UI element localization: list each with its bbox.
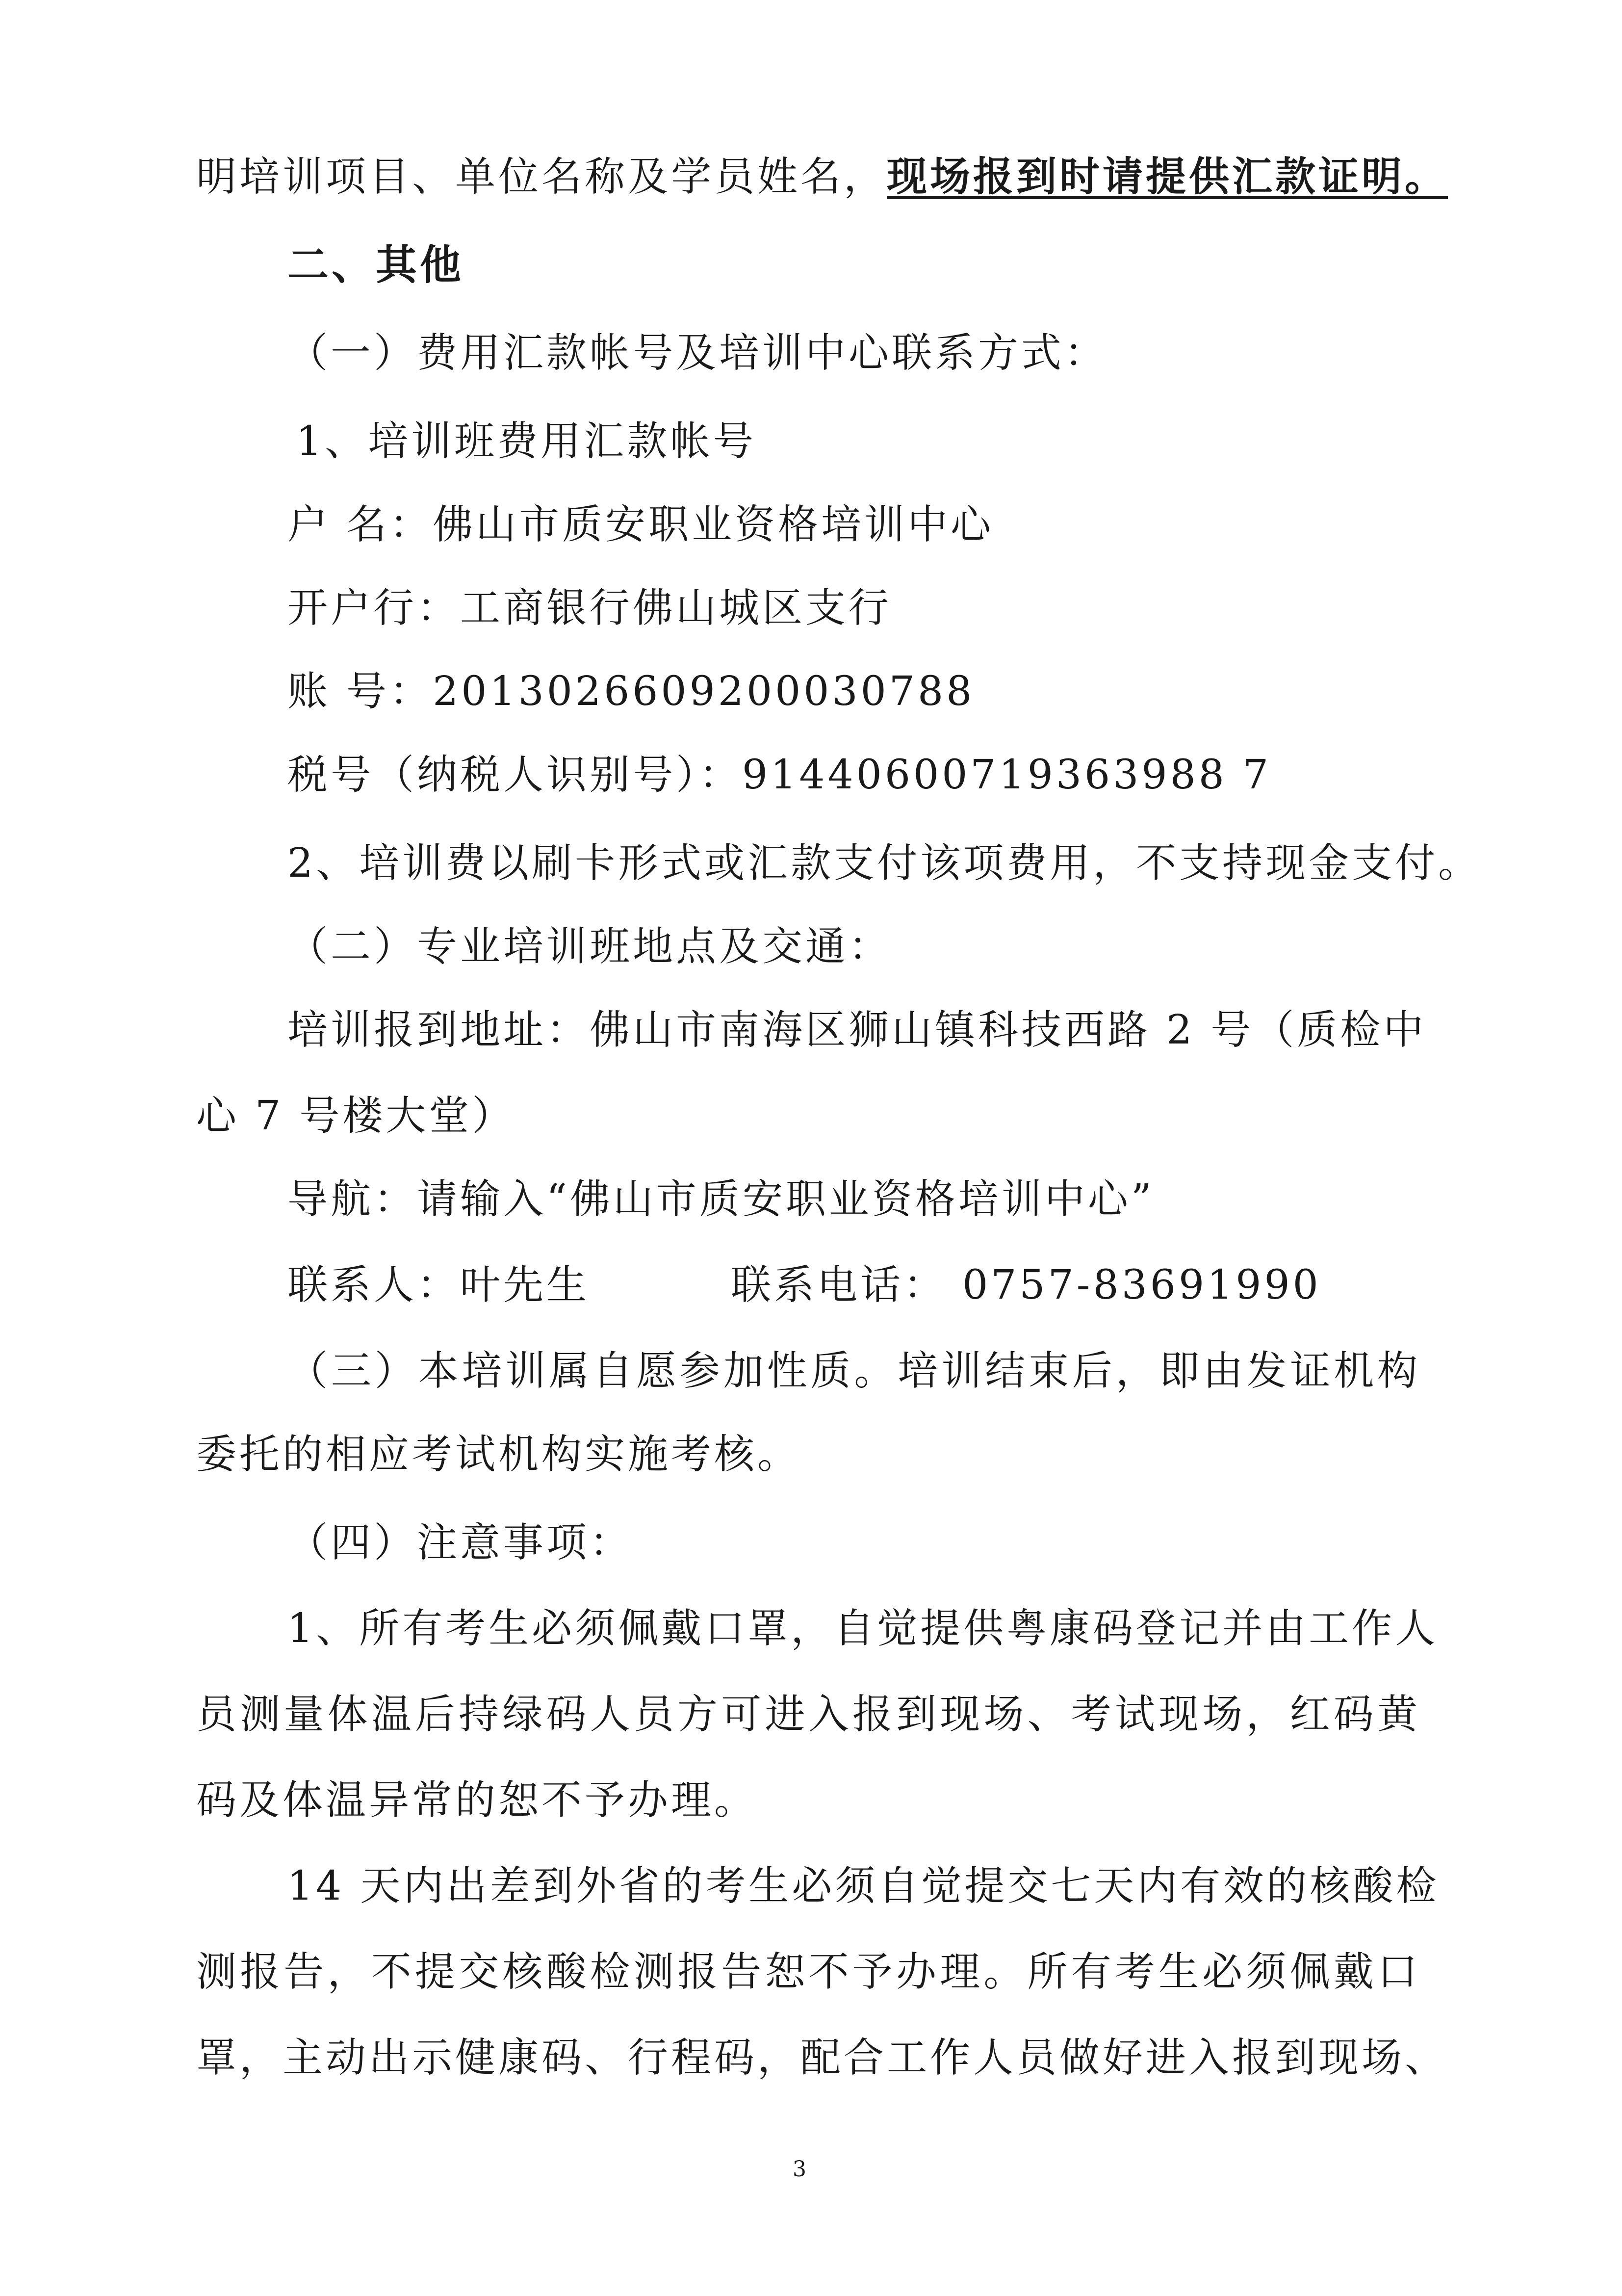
subsection-4-title: （四）注意事项：	[287, 1519, 633, 1566]
item-1-title: 1、培训班费用汇款帐号	[296, 418, 757, 465]
account-name: 户 名：佛山市质安职业资格培训中心	[287, 501, 994, 548]
note-1-line-3: 码及体温异常的恕不予办理。	[196, 1777, 758, 1824]
subsection-3-line-2: 委托的相应考试机构实施考核。	[196, 1431, 801, 1478]
intro-emphasis: 现场报到时请提供汇款证明。	[887, 153, 1448, 200]
address-line-1: 培训报到地址：佛山市南海区狮山镇科技西路 2 号（质检中	[287, 1007, 1427, 1053]
navigation-hint: 导航：请输入“佛山市质安职业资格培训中心”	[287, 1176, 1155, 1223]
note-2-line-3: 罩，主动出示健康码、行程码，配合工作人员做好进入报到现场、	[196, 2035, 1448, 2081]
note-2-line-1: 14 天内出差到外省的考生必须自觉提交七天内有效的核酸检	[287, 1863, 1440, 1909]
tax-id: 税号（纳税人识别号）：91440600719363988 7	[287, 752, 1272, 798]
page-number: 3	[793, 2157, 806, 2182]
bank-name: 开户行：工商银行佛山城区支行	[287, 585, 892, 631]
note-2-line-2: 测报告，不提交核酸检测报告恕不予办理。所有考生必须佩戴口	[196, 1949, 1420, 1995]
subsection-3-line-1: （三）本培训属自愿参加性质。培训结束后，即由发证机构	[287, 1348, 1420, 1394]
subsection-1-title: （一）费用汇款帐号及培训中心联系方式：	[287, 330, 1108, 376]
intro-text: 明培训项目、单位名称及学员姓名，	[196, 154, 887, 200]
note-1-line-2: 员测量体温后持绿码人员方可进入报到现场、考试现场，红码黄	[196, 1691, 1420, 1738]
account-number: 账 号：2013026609200030788	[287, 668, 975, 715]
section-title: 二、其他	[287, 241, 464, 289]
intro-line	[196, 152, 1448, 202]
subsection-2-title: （二）专业培训班地点及交通：	[287, 923, 892, 970]
contact-phone: 联系电话： 0757-83691990	[731, 1262, 1321, 1308]
note-1-line-1: 1、所有考生必须佩戴口罩，自觉提供粤康码登记并由工作人	[287, 1605, 1439, 1652]
contact-person: 联系人：叶先生	[287, 1262, 590, 1308]
item-2: 2、培训费以刷卡形式或汇款支付该项费用，不支持现金支付。	[287, 840, 1482, 887]
address-line-2: 心 7 号楼大堂）	[196, 1093, 515, 1139]
